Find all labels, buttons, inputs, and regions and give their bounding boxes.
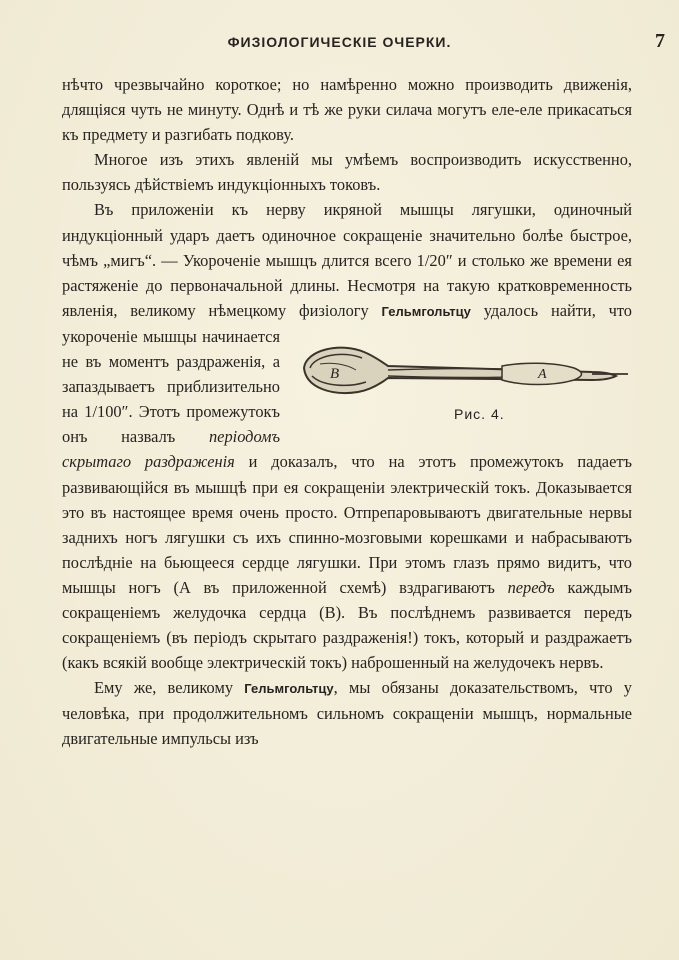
- paragraph-3-text-c: удалось найти, что укороченіе мышцы начинается не въ моментъ раздраженія, а запаздываетъ приблизительно на: [62, 300, 632, 422]
- paragraph-3-text-e: и доказалъ, что на этотъ промежутокъ падаетъ развивающійся въ мышцѣ при ея сокращеніи электрическій токъ. Доказывается это въ настоящее время очень просто. Отпрепаровываютъ двигательные нервы заднихъ ногъ лягушки съ ихъ спинно-мозговыми корешками и набрасываютъ послѣдніе на бьющееся сердце лягушки. При этомъ глазъ прямо видитъ, что мышцы ногъ (А въ приложенной схемѣ) вздрагиваютъ: [62, 452, 632, 597]
- fraction-one-hundredth: 1/100: [84, 402, 122, 422]
- term-latent-period: періодомъ скрытаго раздраженія: [62, 427, 280, 472]
- fraction-one-twentieth: 1/20: [416, 250, 446, 270]
- paragraph-2: Многое изъ этихъ явленій мы умѣемъ воспроизводить искусственно, пользуясь дѣйствіемъ индукціонныхъ токовъ.: [62, 150, 632, 195]
- paragraph-4: [62, 675, 632, 751]
- page-number: 7: [655, 30, 665, 52]
- paragraph-3-text-a: Въ приложеніи къ нерву икряной мышцы лягушки, одиночный индукціонный ударъ даетъ одиночное сокращеніе значительно болѣе быстрое, чѣмъ „мигъ“. — Укороченіе мышцъ длится всего: [62, 200, 632, 270]
- figure-caption: Рис. 4.: [454, 405, 505, 422]
- figure-label-a: A: [538, 366, 547, 382]
- figure-4-drawing: [292, 328, 632, 408]
- paragraph-4-text-b: , мы обязаны доказательствомъ, что у человѣка, при продолжительномъ сильномъ сокращеніи мышцъ, нормальные двигательные импульсы изъ: [62, 678, 632, 749]
- name-helmholtz-2: Гельмгольтцу: [244, 681, 334, 697]
- paragraph-4-text-a: Ему же, великому: [94, 678, 245, 698]
- paragraph-1: нѣчто чрезвычайно короткое; но намѣренно можно производить движенія, длящіяся чуть не минуту. Однѣ и тѣ же руки силача могутъ еле-еле прикасаться къ предмету и разгибать подкову.: [62, 75, 632, 145]
- paragraph-3-text-f: каждымъ сокращеніемъ желудочка сердца (В). Въ послѣднемъ развивается передъ сокращеніемъ (въ періодъ скрытаго раздраженія!) токъ, который и раздражаетъ (какъ всякій вообще электрическій токъ) наброшенный на желудочекъ нервъ.: [62, 577, 632, 673]
- figure-4: [292, 328, 632, 440]
- body-text: [62, 72, 632, 752]
- paragraph-3-text-b: ″ и столько же времени ея растяженіе до первоначальной длины. Несмотря на такую кратковременность явленія, великому нѣмецкому физіологу: [62, 250, 632, 320]
- paragraph-3-text-d: ″. Этотъ промежутокъ онъ назвалъ: [62, 402, 280, 447]
- paragraph-3: [62, 197, 632, 675]
- name-helmholtz-1: Гельмгольтцу: [381, 303, 471, 319]
- running-title: ФИЗІОЛОГИЧЕСКІЕ ОЧЕРКИ.: [227, 34, 452, 50]
- page-header: [0, 32, 679, 56]
- figure-label-b: B: [330, 365, 340, 382]
- term-pered: передъ: [507, 577, 555, 597]
